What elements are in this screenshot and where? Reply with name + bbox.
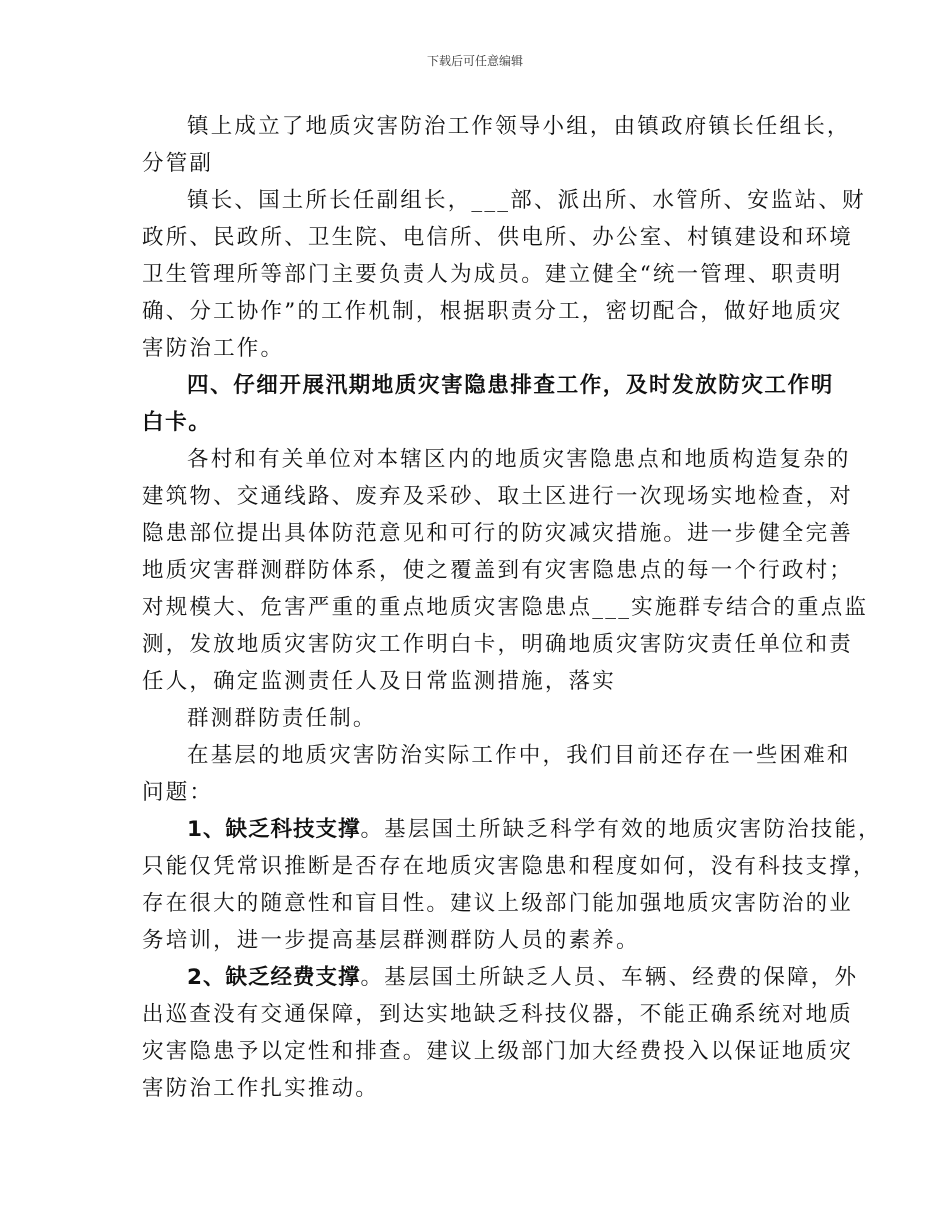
text-line: 灾害隐患予以定性和排查。建议上级部门加大经费投入以保证地质灾 [142,1039,854,1064]
paragraph-funding-support [142,959,859,1107]
text-line: 对规模大、危害严重的重点地质灾害隐患点___实施群专结合的重点监 [142,595,869,620]
text-line: 任人，确定监测责任人及日常监测措施，落实 [142,669,617,694]
text-run: 。基层国土所缺乏人员、车辆、经费的保障，外 [360,965,859,990]
text-line: 卫生管理所等部门主要负责人为成员。建立健全“统一管理、职责明 [142,262,843,287]
lead-phrase: 1、缺乏科技支撑 [187,817,361,842]
text-line: 分管副 [142,151,214,176]
text-line: 地质灾害群测群防体系，使之覆盖到有灾害隐患点的每一个行政村； [142,558,854,583]
text-line: 务培训，进一步提高基层群测群防人员的素养。 [142,928,640,953]
text-line: 存在很大的随意性和盲目性。建议上级部门能加强地质灾害防治的业 [142,891,854,916]
text-line [142,811,882,848]
paragraph-responsibility [142,700,812,737]
document-body [142,108,882,1107]
heading-line: 白卡。 [142,410,212,435]
text-line: 各村和有关单位对本辖区内的地质灾害隐患点和地质构造复杂的 [187,447,851,472]
text-run: 。基层国土所缺乏科学有效的地质灾害防治技能， [360,817,882,842]
text-line: 只能仅凭常识推断是否存在地质灾害隐患和程度如何，没有科技支撑， [142,854,877,879]
text-line: 群测群防责任制。 [187,706,377,731]
text-line: 问题： [142,780,214,805]
paragraph-difficulties [142,737,851,811]
lead-phrase: 2、缺乏经费支撑 [187,965,361,990]
text-line: 害防治工作。 [142,336,285,361]
heading-line: 四、仔细开展汛期地质灾害隐患排查工作，及时发放防灾工作明 [187,373,834,398]
paragraph-members [142,182,866,367]
page-header: 下载后可任意编辑 [426,54,523,68]
paragraph-leadership-group [142,108,851,182]
text-line: 镇上成立了地质灾害防治工作领导小组，由镇政府镇长任组长， [187,114,851,139]
text-line: 隐患部位提出具体防范意见和可行的防灾减灾措施。进一步健全完善 [142,521,854,546]
text-line: 出巡查没有交通保障，到达实地缺乏科技仪器，不能正确系统对地质 [142,1002,854,1027]
text-line: 确、分工协作”的工作机制，根据职责分工，密切配合，做好地质灾 [142,299,843,324]
text-line: 在基层的地质灾害防治实际工作中，我们目前还存在一些困难和 [187,743,851,768]
section-heading-4 [142,367,834,441]
paragraph-tech-support [142,811,882,959]
paragraph-inspection [142,441,869,700]
text-line: 测，发放地质灾害防灾工作明白卡，明确地质灾害防灾责任单位和责 [142,632,854,657]
text-line: 镇长、国土所长任副组长，___部、派出所、水管所、安监站、财 [187,188,866,213]
text-line: 政所、民政所、卫生院、电信所、供电所、办公室、村镇建设和环境 [142,225,854,250]
text-line [142,959,859,996]
text-line: 害防治工作扎实推动。 [142,1076,380,1101]
text-line: 建筑物、交通线路、废弃及采砂、取土区进行一次现场实地检查，对 [142,484,854,509]
